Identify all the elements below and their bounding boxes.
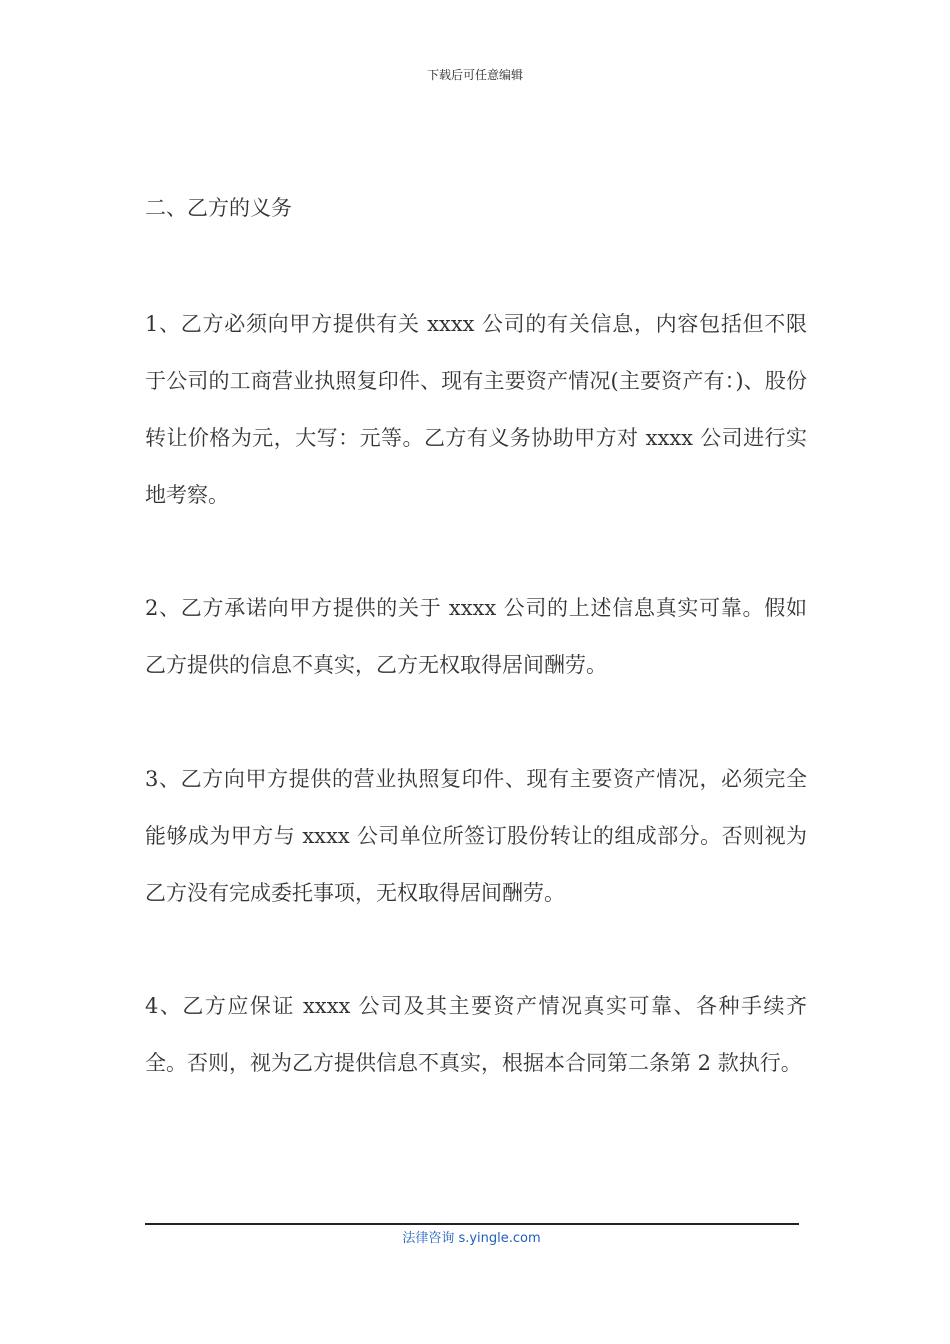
section-title: 二、乙方的义务 bbox=[145, 196, 292, 220]
page-header-note: 下载后可任意编辑 bbox=[426, 68, 523, 82]
footer-divider bbox=[145, 1223, 799, 1225]
paragraph-3: 3、乙方向甲方提供的营业执照复印件、现有主要资产情况，必须完全能够成为甲方与 xxxx 公司单位所签订股份转让的组成部分。否则视为乙方没有完成委托事项，无权取得居间酬劳。 bbox=[145, 767, 807, 905]
paragraph-2: 2、乙方承诺向甲方提供的关于 xxxx 公司的上述信息真实可靠。假如乙方提供的信息不真实，乙方无权取得居间酬劳。 bbox=[145, 596, 807, 677]
paragraph-1: 1、乙方必须向甲方提供有关 xxxx 公司的有关信息，内容包括但不限于公司的工商营业执照复印件、现有主要资产情况(主要资产有：)、股份转让价格为元，大写：元等。乙方有义务协助甲方对 xxxx 公司进行实地考察。 bbox=[145, 312, 807, 507]
footer-link[interactable]: 法律咨询 s.yingle.com bbox=[402, 1231, 541, 1246]
paragraph-4: 4、乙方应保证 xxxx 公司及其主要资产情况真实可靠、各种手续齐全。否则，视为乙方提供信息不真实，根据本合同第二条第 2 款执行。 bbox=[145, 994, 807, 1075]
